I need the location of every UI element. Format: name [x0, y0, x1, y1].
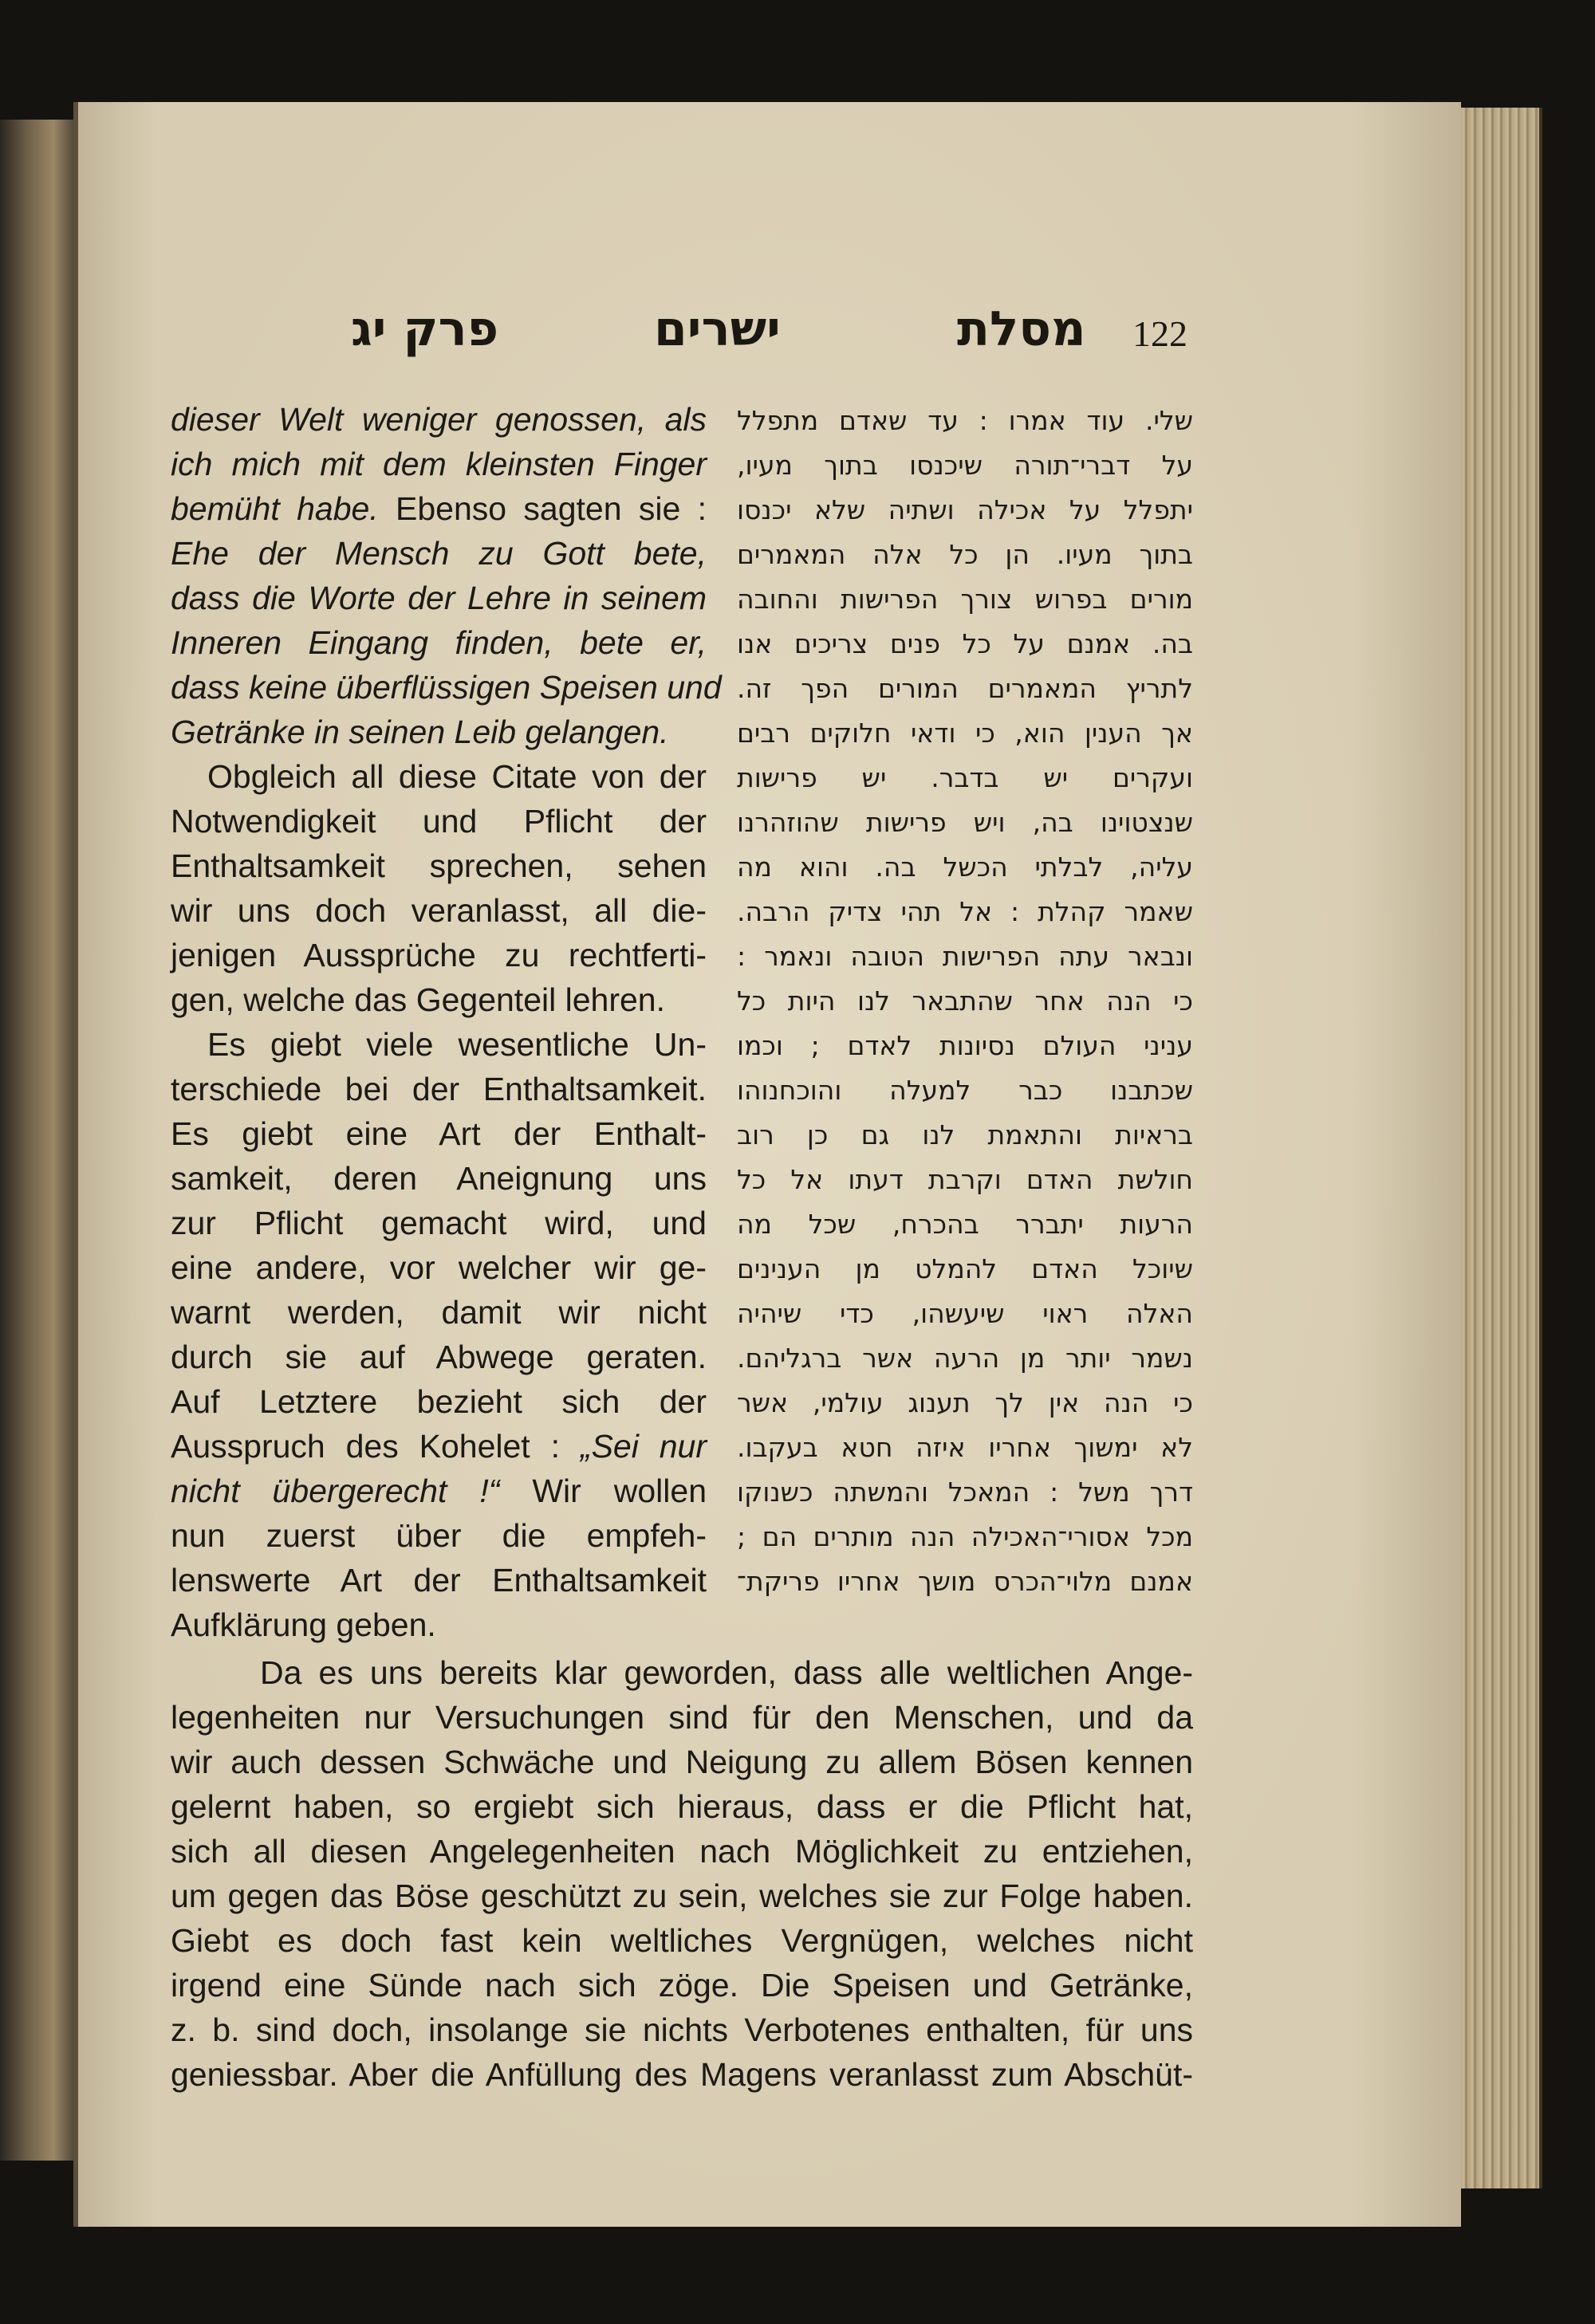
head-title-right: מסלת — [957, 301, 1086, 357]
german-line — [171, 1469, 707, 1513]
german-line-text: zur Pflicht gemacht wird, und — [171, 1205, 707, 1241]
german-line-text: Enthaltsamkeit sprechen, sehen — [171, 847, 707, 884]
german-line — [171, 754, 707, 799]
german-line — [171, 888, 707, 933]
german-line-text: Es giebt eine Art der Enthalt- — [171, 1115, 707, 1152]
german-line-text: nun zuerst über die empfeh- — [171, 1517, 707, 1554]
german-line-text: bemüht habe. — [171, 490, 379, 527]
german-line — [171, 1602, 707, 1647]
german-line-text: Inneren Eingang finden, bete er, — [171, 624, 707, 661]
full-width-paragraph — [171, 1650, 1193, 2097]
hebrew-line: נשמר יותר מן הרעה אשר ברגליהם. — [737, 1343, 1193, 1374]
paragraph-line: z. b. sind doch, insolange sie nichts Verbotenes enthalten, für uns — [171, 2011, 1193, 2048]
german-line — [171, 933, 707, 977]
hebrew-line: לא ימשוך אחריו איזה חטא בעקבו. — [737, 1432, 1193, 1463]
german-line — [171, 710, 707, 754]
german-line-text: Ehe der Mensch zu Gott bete, — [171, 535, 707, 572]
german-line — [171, 486, 707, 531]
german-line-text: Es giebt viele wesentliche Un- — [207, 1026, 707, 1063]
left-page-edge — [0, 120, 77, 2161]
hebrew-line: חולשת האדם וקרבת דעתו אל כל — [737, 1164, 1193, 1195]
german-line-text: lenswerte Art der Enthaltsamkeit — [171, 1562, 707, 1598]
german-line-text: terschiede bei der Enthaltsamkeit. — [171, 1071, 707, 1107]
hebrew-line: לתריץ המאמרים המורים הפך זה. — [737, 673, 1193, 704]
german-line-text: eine andere, vor welcher wir ge- — [171, 1249, 707, 1286]
german-line — [171, 576, 707, 620]
german-line-text: samkeit, deren Aneignung uns — [171, 1160, 707, 1197]
paragraph-line: geniessbar. Aber die Anfüllung des Magens veranlasst zum Abschüt- — [171, 2056, 1193, 2093]
german-line — [171, 1111, 707, 1156]
hebrew-line: מורים בפרוש צורך הפרישות והחובה — [737, 584, 1193, 615]
german-line-text: Obgleich all diese Citate von der — [207, 758, 707, 795]
page-number: 122 — [1132, 313, 1187, 354]
german-line — [171, 977, 707, 1022]
german-line — [171, 1156, 707, 1201]
german-line — [171, 531, 707, 576]
german-line — [171, 620, 707, 665]
german-line-text: Getränke in seinen Leib gelangen. — [171, 714, 669, 750]
german-line-text: dieser Welt weniger genossen, als — [171, 401, 707, 438]
hebrew-line: שאמר קהלת : אל תהי צדיק הרבה. — [737, 896, 1193, 927]
hebrew-line: ונבאר עתה הפרישות הטובה ונאמר : — [737, 941, 1193, 972]
hebrew-line: האלה ראוי שיעשהו, כדי שיהיה — [737, 1298, 1193, 1329]
hebrew-line: דרך משל : המאכל והמשתה כשנוקו — [737, 1477, 1193, 1508]
german-line — [171, 799, 707, 843]
hebrew-line: כי הנה אין לך תענוג עולמי, אשר — [737, 1387, 1193, 1418]
hebrew-line: שנצטוינו בה, ויש פרישות שהוזהרנו — [737, 807, 1193, 838]
hebrew-line: עליה, לבלתי הכשל בה. והוא מה — [737, 851, 1193, 883]
german-column — [171, 397, 722, 1647]
hebrew-line: שיוכל האדם להמלט מן הענינים — [737, 1253, 1193, 1284]
hebrew-line: על דברי־תורה שיכנסו בתוך מעיו, — [737, 450, 1193, 481]
german-line — [171, 843, 707, 888]
paragraph-line: Da es uns bereits klar geworden, dass alle weltlichen Ange- — [260, 1654, 1193, 1691]
german-line-text: nicht übergerecht !“ — [171, 1473, 500, 1509]
german-line — [171, 1558, 707, 1602]
german-line — [171, 1201, 707, 1245]
german-line — [171, 1067, 707, 1111]
german-line-text: ich mich mit dem kleinsten Finger — [171, 446, 707, 482]
german-line-text: Auf Letztere bezieht sich der — [171, 1383, 707, 1420]
hebrew-line: עניני העולם נסיונות לאדם ; וכמו — [737, 1030, 1193, 1061]
hebrew-line: אך הענין הוא, כי ודאי חלוקים רבים — [737, 718, 1193, 749]
german-line — [171, 1424, 707, 1469]
german-line — [171, 665, 722, 710]
german-line-text: dass keine überflüssigen Speisen und — [171, 669, 722, 706]
hebrew-line: מכל אסורי־האכילה הנה מותרים הם ; — [737, 1521, 1193, 1552]
hebrew-line: שכתבנו כבר למעלה והוכחנוהו — [737, 1075, 1193, 1106]
paragraph-line: wir auch dessen Schwäche und Neigung zu allem Bösen kennen — [171, 1744, 1193, 1780]
german-line-text: Aufklärung geben. — [171, 1606, 436, 1643]
german-line-text: Wir wollen — [499, 1473, 707, 1509]
hebrew-line: כי הנה אחר שהתבאר לנו היות כל — [737, 985, 1193, 1017]
german-line — [171, 1290, 707, 1335]
paragraph-line: sich all diesen Angelegenheiten nach Möglichkeit zu entziehen, — [171, 1833, 1193, 1870]
german-line-text: „Sei nur — [580, 1428, 707, 1465]
book-gutter — [73, 102, 78, 2227]
paragraph-line: gelernt haben, so ergiebt sich hieraus, dass er die Pflicht hat, — [171, 1788, 1193, 1825]
german-line — [171, 1245, 707, 1290]
german-line-text: jenigen Aussprüche zu rechtferti- — [171, 937, 707, 973]
german-line-text: warnt werden, damit wir nicht — [171, 1294, 707, 1331]
paragraph-line: irgend eine Sünde nach sich zöge. Die Speisen und Getränke, — [171, 1967, 1193, 2004]
german-line-text: gen, welche das Gegenteil lehren. — [171, 981, 665, 1018]
german-line — [171, 1513, 707, 1558]
paragraph-line: Giebt es doch fast kein weltliches Vergnügen, welches nicht — [171, 1922, 1193, 1959]
page-stack-edges — [1451, 108, 1542, 2188]
paragraph-line: um gegen das Böse geschützt zu sein, welches sie zur Folge haben. — [171, 1878, 1193, 1914]
head-chapter: פרק יג — [351, 301, 499, 357]
hebrew-line: יתפלל על אכילה ושתיה שלא יכנסו — [737, 494, 1193, 525]
german-line-text: durch sie auf Abwege geraten. — [171, 1339, 707, 1375]
hebrew-line: בה. אמנם על כל פנים צריכים אנו — [737, 628, 1193, 659]
german-line-text: Ebenso sagten sie : — [378, 490, 707, 527]
german-line — [171, 397, 707, 442]
german-line-text: wir uns doch veranlasst, all die- — [171, 892, 707, 929]
hebrew-line: הרעות יתברר בהכרח, שכל מה — [737, 1209, 1193, 1240]
german-line — [171, 1335, 707, 1379]
german-line-text: dass die Worte der Lehre in seinem — [171, 580, 707, 616]
hebrew-column — [737, 399, 1193, 1604]
hebrew-line: אמנם מלוי־הכרס מושך אחריו פריקת־ — [737, 1566, 1193, 1597]
running-head — [351, 301, 1188, 365]
german-line-text: Notwendigkeit und Pflicht der — [171, 803, 707, 840]
german-line — [171, 442, 707, 486]
german-line — [171, 1379, 707, 1424]
hebrew-line: בתוך מעיו. הן כל אלה המאמרים — [737, 539, 1193, 570]
paragraph-line: legenheiten nur Versuchungen sind für den Menschen, und da — [171, 1699, 1193, 1736]
german-line-text: Ausspruch des Kohelet : — [171, 1428, 581, 1465]
hebrew-line: ועקרים יש בדבר. יש פרישות — [737, 762, 1193, 793]
hebrew-line: שלי. עוד אמרו : עד שאדם מתפלל — [737, 405, 1193, 436]
hebrew-line: בראיות והתאמת לנו גם כן רוב — [737, 1119, 1193, 1150]
german-line — [171, 1022, 707, 1067]
head-title-middle: ישרים — [654, 301, 781, 357]
